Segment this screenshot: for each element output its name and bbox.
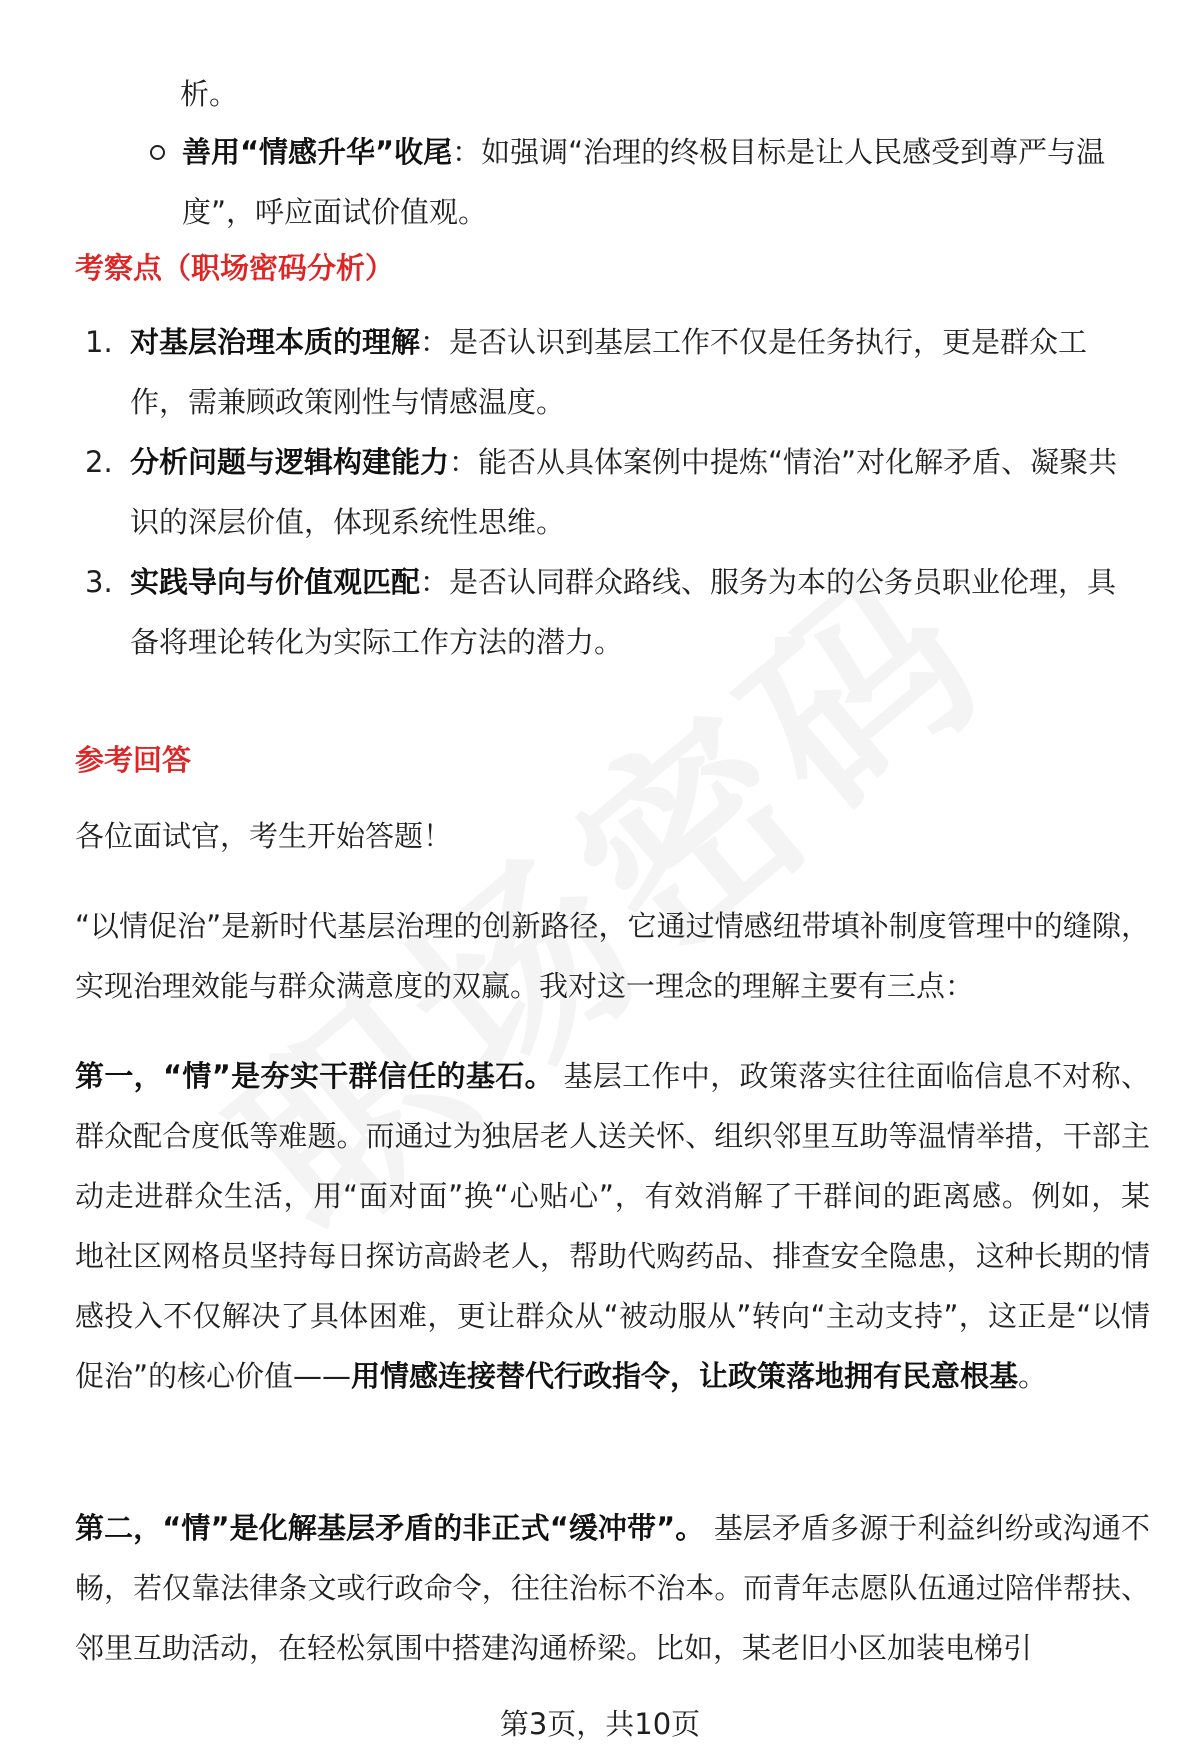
- point-two-paragraph: [75, 1498, 1150, 1678]
- list-number: 2.: [85, 445, 113, 479]
- point-one-text: 基层工作中，政策落实往往面临信息不对称、群众配合度低等难题。而通过为独居老人送关怀、组织邻里互助等温情举措，干部主动走进群众生活，用“面对面”换“心贴心”，有效消解了干群间的距离感。例如，某地社区网格员坚持每日探访高龄老人，帮助代购药品、排查安全隐患，这种长期的情感投入不仅解决了具体困难，更让群众从“被动服从”转向“主动支持”，这正是“以情促治”的核心价值——: [75, 1059, 1150, 1393]
- point-two-text: 基层矛盾多源于利益纠纷或沟通不畅，若仅靠法律条文或行政命令，往往治标不治本。而青年志愿队伍通过陪伴帮扶、邻里互助活动，在轻松氛围中搭建沟通桥梁。比如，某老旧小区加装电梯引: [75, 1511, 1150, 1665]
- continuation-text: 析。: [180, 77, 239, 111]
- page-number: 第3页，共10页: [499, 1707, 701, 1741]
- list-item: [75, 312, 1145, 432]
- list-item-text: ：是否认识到基层工作不仅是任务执行，更是群众工作，需兼顾政策刚性与情感温度。: [130, 325, 1088, 419]
- section-heading-assessment: 考察点（职场密码分析）: [75, 251, 395, 285]
- list-item: [75, 432, 1145, 552]
- list-item: [75, 552, 1145, 672]
- list-item-text: ：是否认同群众路线、服务为本的公务员职业伦理，具备将理论转化为实际工作方法的潜力。: [130, 565, 1117, 659]
- section-heading-answer: 参考回答: [75, 743, 192, 777]
- point-two-heading: 第二，“情”是化解基层矛盾的非正式“缓冲带”。: [75, 1511, 705, 1545]
- list-item-text: ：能否从具体案例中提炼“情治”对化解矛盾、凝聚共识的深层价值，体现系统性思维。: [130, 445, 1118, 539]
- bullet-bold: 善用“情感升华”收尾: [182, 135, 453, 169]
- point-one-emphasis: 用情感连接替代行政指令，让政策落地拥有民意根基: [351, 1359, 1019, 1393]
- list-number: 1.: [85, 325, 113, 359]
- bullet-text: ：如强调“治理的终极目标是让人民感受到尊严与温度”，呼应面试价值观。: [182, 135, 1106, 229]
- point-one-heading: 第一，“情”是夯实干群信任的基石。: [75, 1059, 554, 1093]
- point-one-paragraph: 第一，“情”是夯实干群信任的基石。 基层工作中，政策落实往往面临信息不对称、群众配合度低等难题。而通过为独居老人送关怀、组织邻里互助等温情举措，干部主动走进群众生活，用“面对面”换“心贴心”，有效消解了干群间的距离感。例如，某地社区网格员坚持每日探访高龄老人，帮助代购药品、排查安全隐患，这种长期的情感投入不仅解决了具体困难，更让群众从“被动服从”转向“主动支持”，这正是“以情促治”的核心价值——用情感连接替代行政指令，让政策落地拥有民意根基。: [75, 1059, 1150, 1393]
- intro-paragraph: “以情促治”是新时代基层治理的创新路径，它通过情感纽带填补制度管理中的缝隙，实现治理效能与群众满意度的双赢。我对这一理念的理解主要有三点：: [75, 909, 1150, 1003]
- list-item-bold: 分析问题与逻辑构建能力: [130, 445, 450, 479]
- list-number: 3.: [85, 565, 113, 599]
- list-item-bold: 对基层治理本质的理解: [130, 325, 421, 359]
- list-item-bold: 实践导向与价值观匹配: [130, 565, 421, 599]
- assessment-list: [75, 312, 1145, 672]
- hollow-circle-bullet-icon: [150, 145, 165, 160]
- greeting-text: 各位面试官，考生开始答题！: [75, 819, 453, 853]
